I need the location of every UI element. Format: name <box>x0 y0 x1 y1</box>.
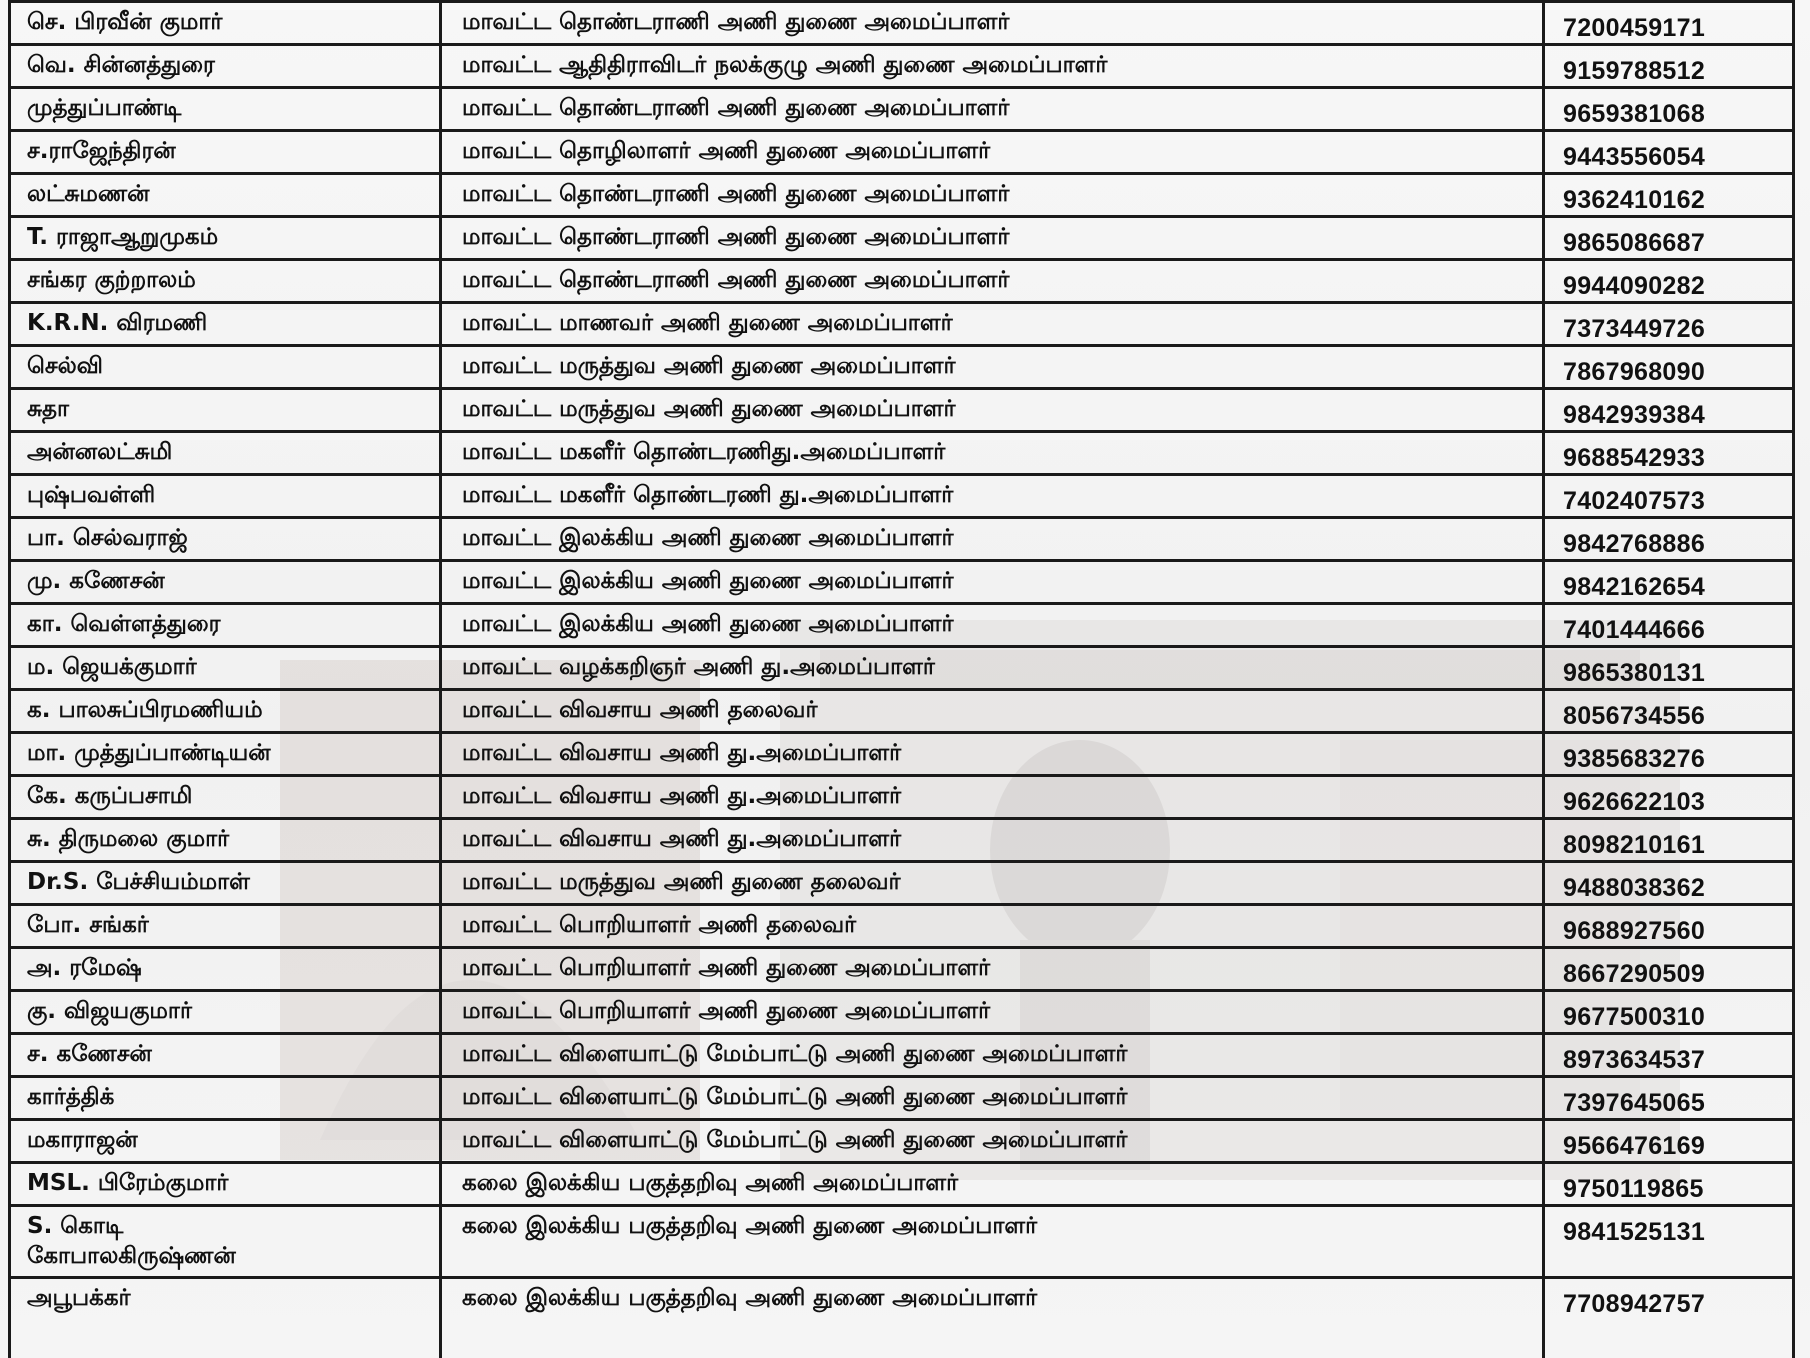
member-role-cell: மாவட்ட இலக்கிய அணி துணை அமைப்பாளர் <box>441 604 1544 647</box>
member-name-cell: க. பாலசுப்பிரமணியம் <box>10 690 441 733</box>
member-name-cell: சு. திருமலை குமார் <box>10 819 441 862</box>
member-role-cell: மாவட்ட மருத்துவ அணி துணை அமைப்பாளர் <box>441 389 1544 432</box>
member-name-cell: K.R.N. விரமணி <box>10 303 441 346</box>
table-row <box>10 174 1794 217</box>
member-name-cell: T. ராஜாஆறுமுகம் <box>10 217 441 260</box>
table-row <box>10 217 1794 260</box>
member-role-cell: மாவட்ட விவசாய அணி து.அமைப்பாளர் <box>441 733 1544 776</box>
member-phone-cell: 9750119865 <box>1544 1163 1794 1206</box>
member-name-cell: அபூபக்கர் <box>10 1278 441 1358</box>
member-role-cell: மாவட்ட விளையாட்டு மேம்பாட்டு அணி துணை அமைப்பாளர் <box>441 1077 1544 1120</box>
member-name-cell: அ. ரமேஷ் <box>10 948 441 991</box>
member-name-cell: லட்சுமணன் <box>10 174 441 217</box>
table-row <box>10 948 1794 991</box>
member-role-cell: மாவட்ட தொண்டராணி அணி துணை அமைப்பாளர் <box>441 2 1544 45</box>
member-name-cell: மு. கணேசன் <box>10 561 441 604</box>
member-phone-cell: 9566476169 <box>1544 1120 1794 1163</box>
member-name-line: S. கொடி <box>27 1213 124 1239</box>
member-name-cell: பா. செல்வராஜ் <box>10 518 441 561</box>
member-role-cell: மாவட்ட தொண்டராணி அணி துணை அமைப்பாளர் <box>441 217 1544 260</box>
roster-body <box>10 2 1794 1358</box>
table-row <box>10 690 1794 733</box>
member-name-cell: கே. கருப்பசாமி <box>10 776 441 819</box>
member-name-cell: போ. சங்கர் <box>10 905 441 948</box>
member-phone-cell: 9659381068 <box>1544 88 1794 131</box>
member-role-cell: மாவட்ட மகளீர் தொண்டரணி து.அமைப்பாளர் <box>441 475 1544 518</box>
member-name-cell <box>10 1206 441 1278</box>
member-role-cell: மாவட்ட இலக்கிய அணி துணை அமைப்பாளர் <box>441 518 1544 561</box>
table-row <box>10 518 1794 561</box>
member-role-cell: மாவட்ட பொறியாளர் அணி தலைவர் <box>441 905 1544 948</box>
member-phone-cell: 7397645065 <box>1544 1077 1794 1120</box>
table-row <box>10 1077 1794 1120</box>
member-phone-cell: 9362410162 <box>1544 174 1794 217</box>
member-phone-cell: 9842162654 <box>1544 561 1794 604</box>
member-phone-cell: 9677500310 <box>1544 991 1794 1034</box>
table-row <box>10 647 1794 690</box>
table-row <box>10 303 1794 346</box>
member-phone-cell: 9688927560 <box>1544 905 1794 948</box>
member-name-cell: கார்த்திக் <box>10 1077 441 1120</box>
roster-table <box>8 0 1795 1358</box>
member-phone-cell: 7200459171 <box>1544 2 1794 45</box>
table-row <box>10 862 1794 905</box>
member-phone-cell: 8667290509 <box>1544 948 1794 991</box>
member-phone-cell: 9488038362 <box>1544 862 1794 905</box>
member-name-cell: முத்துப்பாண்டி <box>10 88 441 131</box>
table-row <box>10 1120 1794 1163</box>
member-role-cell: மாவட்ட விவசாய அணி து.அமைப்பாளர் <box>441 819 1544 862</box>
member-phone-cell: 9688542933 <box>1544 432 1794 475</box>
member-name-cell: மா. முத்துப்பாண்டியன் <box>10 733 441 776</box>
table-row <box>10 733 1794 776</box>
member-role-cell: மாவட்ட விளையாட்டு மேம்பாட்டு அணி துணை அமைப்பாளர் <box>441 1120 1544 1163</box>
member-phone-cell: 7708942757 <box>1544 1278 1794 1358</box>
table-row <box>10 604 1794 647</box>
member-phone-cell: 9626622103 <box>1544 776 1794 819</box>
table-row <box>10 45 1794 88</box>
member-phone-cell: 8056734556 <box>1544 690 1794 733</box>
table-row <box>10 991 1794 1034</box>
table-row <box>10 1206 1794 1278</box>
table-row <box>10 260 1794 303</box>
table-row <box>10 131 1794 174</box>
member-role-cell: மாவட்ட விவசாய அணி தலைவர் <box>441 690 1544 733</box>
member-name-cell: அன்னலட்சுமி <box>10 432 441 475</box>
member-name-cell: சுதா <box>10 389 441 432</box>
table-row <box>10 776 1794 819</box>
member-phone-cell: 9865380131 <box>1544 647 1794 690</box>
member-role-cell: மாவட்ட மாணவர் அணி துணை அமைப்பாளர் <box>441 303 1544 346</box>
member-role-cell: மாவட்ட பொறியாளர் அணி துணை அமைப்பாளர் <box>441 948 1544 991</box>
member-phone-cell: 7373449726 <box>1544 303 1794 346</box>
member-phone-cell: 9443556054 <box>1544 131 1794 174</box>
member-phone-cell: 7402407573 <box>1544 475 1794 518</box>
member-name-cell: கு. விஜயகுமார் <box>10 991 441 1034</box>
member-role-cell: மாவட்ட விளையாட்டு மேம்பாட்டு அணி துணை அமைப்பாளர் <box>441 1034 1544 1077</box>
member-role-cell: மாவட்ட தொண்டராணி அணி துணை அமைப்பாளர் <box>441 88 1544 131</box>
member-role-cell: மாவட்ட மகளீர் தொண்டரணிது.அமைப்பாளர் <box>441 432 1544 475</box>
member-role-cell: மாவட்ட விவசாய அணி து.அமைப்பாளர் <box>441 776 1544 819</box>
member-name-cell: கா. வெள்ளத்துரை <box>10 604 441 647</box>
member-phone-cell: 9841525131 <box>1544 1206 1794 1278</box>
table-row <box>10 819 1794 862</box>
member-role-cell: மாவட்ட மருத்துவ அணி துணை அமைப்பாளர் <box>441 346 1544 389</box>
table-row <box>10 389 1794 432</box>
member-role-cell: மாவட்ட தொண்டராணி அணி துணை அமைப்பாளர் <box>441 174 1544 217</box>
member-phone-cell: 9944090282 <box>1544 260 1794 303</box>
member-phone-cell: 7401444666 <box>1544 604 1794 647</box>
table-row <box>10 1163 1794 1206</box>
member-name-cell: ம. ஜெயக்குமார் <box>10 647 441 690</box>
member-phone-cell: 7867968090 <box>1544 346 1794 389</box>
member-name-cell: செல்வி <box>10 346 441 389</box>
table-row <box>10 88 1794 131</box>
table-row <box>10 346 1794 389</box>
member-name-line: கோபாலகிருஷ்ணன் <box>27 1243 236 1269</box>
table-row <box>10 561 1794 604</box>
table-row <box>10 1278 1794 1358</box>
member-phone-cell: 9842939384 <box>1544 389 1794 432</box>
member-name-cell: மகாராஜன் <box>10 1120 441 1163</box>
member-role-cell: கலை இலக்கிய பகுத்தறிவு அணி துணை அமைப்பாளர் <box>441 1278 1544 1358</box>
member-role-cell: மாவட்ட பொறியாளர் அணி துணை அமைப்பாளர் <box>441 991 1544 1034</box>
member-name-cell: ச.ராஜேந்திரன் <box>10 131 441 174</box>
member-phone-cell: 8098210161 <box>1544 819 1794 862</box>
member-role-cell: மாவட்ட ஆதிதிராவிடர் நலக்குழு அணி துணை அமைப்பாளர் <box>441 45 1544 88</box>
table-row <box>10 1034 1794 1077</box>
member-phone-cell: 9865086687 <box>1544 217 1794 260</box>
member-name-cell: சங்கர குற்றாலம் <box>10 260 441 303</box>
table-row <box>10 905 1794 948</box>
member-phone-cell: 9385683276 <box>1544 733 1794 776</box>
member-phone-cell: 8973634537 <box>1544 1034 1794 1077</box>
member-phone-cell: 9159788512 <box>1544 45 1794 88</box>
member-role-cell: மாவட்ட வழக்கறிஞர் அணி து.அமைப்பாளர் <box>441 647 1544 690</box>
member-phone-cell: 9842768886 <box>1544 518 1794 561</box>
member-name-cell: MSL. பிரேம்குமார் <box>10 1163 441 1206</box>
member-role-cell: மாவட்ட தொழிலாளர் அணி துணை அமைப்பாளர் <box>441 131 1544 174</box>
member-role-cell: கலை இலக்கிய பகுத்தறிவு அணி துணை அமைப்பாளர் <box>441 1206 1544 1278</box>
member-name-cell: புஷ்பவள்ளி <box>10 475 441 518</box>
member-name-cell: வெ. சின்னத்துரை <box>10 45 441 88</box>
member-name-cell: செ. பிரவீன் குமார் <box>10 2 441 45</box>
member-role-cell: மாவட்ட மருத்துவ அணி துணை தலைவர் <box>441 862 1544 905</box>
member-name-cell: Dr.S. பேச்சியம்மாள் <box>10 862 441 905</box>
member-role-cell: மாவட்ட தொண்டராணி அணி துணை அமைப்பாளர் <box>441 260 1544 303</box>
table-row <box>10 475 1794 518</box>
member-role-cell: கலை இலக்கிய பகுத்தறிவு அணி அமைப்பாளர் <box>441 1163 1544 1206</box>
table-row <box>10 2 1794 45</box>
table-row <box>10 432 1794 475</box>
member-name-cell: ச. கணேசன் <box>10 1034 441 1077</box>
member-role-cell: மாவட்ட இலக்கிய அணி துணை அமைப்பாளர் <box>441 561 1544 604</box>
